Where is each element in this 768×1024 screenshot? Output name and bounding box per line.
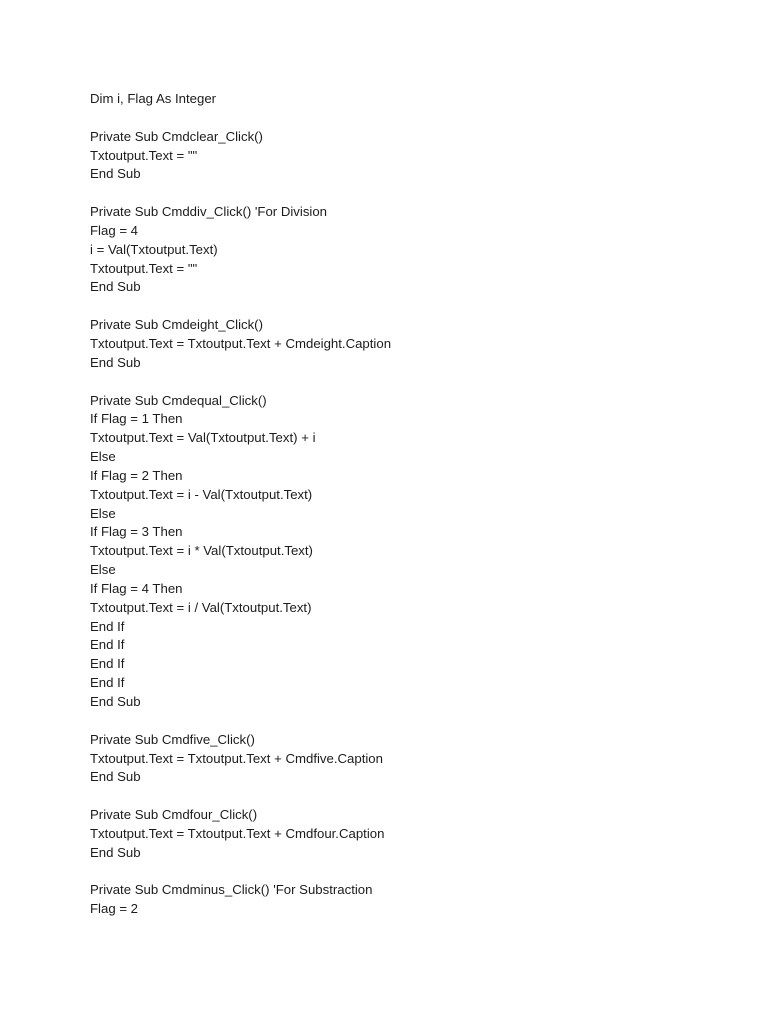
code-line: End If xyxy=(90,675,125,691)
code-line: Txtoutput.Text = Txtoutput.Text + Cmdeight.Caption xyxy=(90,335,392,351)
code-line: Txtoutput.Text = i - Val(Txtoutput.Text) xyxy=(90,486,313,502)
code-line: Private Sub Cmdclear_Click() xyxy=(90,128,263,144)
code-line: Private Sub Cmdfive_Click() xyxy=(90,731,255,747)
code-line: Txtoutput.Text = i / Val(Txtoutput.Text) xyxy=(90,599,312,615)
code-line: Private Sub Cmddiv_Click() 'For Division xyxy=(90,204,328,220)
code-line: Else xyxy=(90,449,116,465)
code-line: Txtoutput.Text = "" xyxy=(90,147,198,163)
code-line: Private Sub Cmdeight_Click() xyxy=(90,317,263,333)
code-line: Else xyxy=(90,562,116,578)
blank-line xyxy=(90,373,730,392)
code-line: End If xyxy=(90,656,125,672)
code-line: i = Val(Txtoutput.Text) xyxy=(90,241,218,257)
blank-line xyxy=(90,863,730,882)
code-line: If Flag = 1 Then xyxy=(90,411,183,427)
blank-line xyxy=(90,184,730,203)
blank-line xyxy=(90,712,730,731)
code-line: End Sub xyxy=(90,166,141,182)
code-line: Else xyxy=(90,505,116,521)
blank-line xyxy=(90,787,730,806)
code-line: End If xyxy=(90,637,125,653)
code-line: Txtoutput.Text = "" xyxy=(90,260,198,276)
blank-line xyxy=(90,297,730,316)
code-line: Dim i, Flag As Integer xyxy=(90,91,217,106)
document-page xyxy=(90,90,730,919)
code-line: End Sub xyxy=(90,354,141,370)
blank-line xyxy=(90,109,730,128)
code-line: Private Sub Cmdminus_Click() 'For Substraction xyxy=(90,882,373,898)
code-line: Flag = 4 xyxy=(90,222,139,238)
code-line: If Flag = 4 Then xyxy=(90,580,183,596)
code-line: Txtoutput.Text = Val(Txtoutput.Text) + i xyxy=(90,430,316,446)
code-line: Txtoutput.Text = i * Val(Txtoutput.Text) xyxy=(90,543,313,559)
code-line: If Flag = 2 Then xyxy=(90,467,183,483)
code-line: Txtoutput.Text = Txtoutput.Text + Cmdfour.Caption xyxy=(90,825,385,841)
code-line: End Sub xyxy=(90,844,141,860)
code-line: End If xyxy=(90,618,125,634)
code-line: End Sub xyxy=(90,279,141,295)
code-line: Flag = 2 xyxy=(90,901,139,917)
code-line: Private Sub Cmdfour_Click() xyxy=(90,807,258,823)
code-line: Private Sub Cmdequal_Click() xyxy=(90,392,267,408)
code-line: If Flag = 3 Then xyxy=(90,524,183,540)
code-line: Txtoutput.Text = Txtoutput.Text + Cmdfive.Caption xyxy=(90,750,383,766)
code-line: End Sub xyxy=(90,769,141,785)
code-line: End Sub xyxy=(90,694,141,709)
